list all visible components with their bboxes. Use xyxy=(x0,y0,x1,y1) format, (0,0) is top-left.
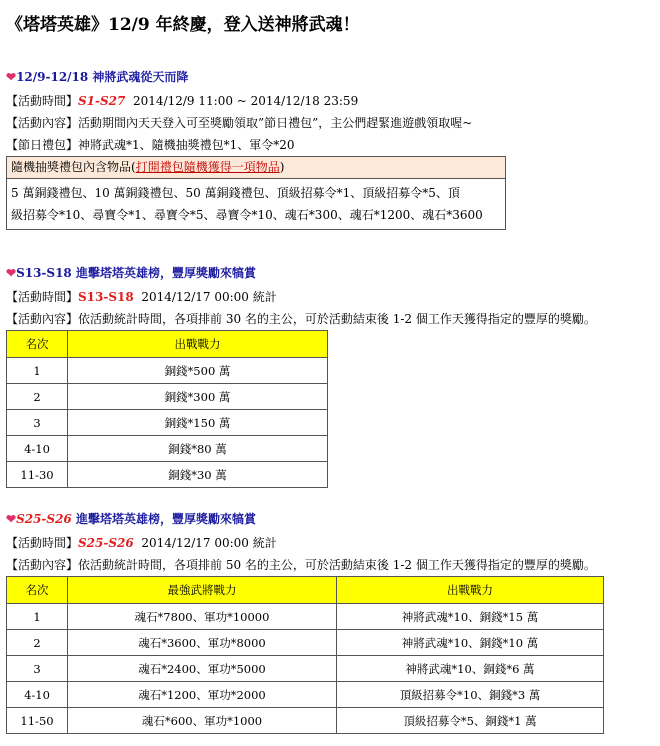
table-row: 2 魂石*3600、軍功*8000 神將武魂*10、銅錢*10 萬 xyxy=(7,630,604,656)
section-heading: ❤S13-S18 進擊塔塔英雄榜，豐厚獎勵來犒賞 xyxy=(6,266,256,280)
table-row: 2 銅錢*300 萬 xyxy=(7,384,328,410)
page-title: 《塔塔英雄》12/9 年終慶，登入送神將武魂！ xyxy=(6,15,360,35)
table-header-row xyxy=(7,577,604,604)
event-content-line: 【活動內容】依活動統計時間，各項排前 50 名的主公，可於活動結束後 1-2 個工作天獲得指定的豐厚的獎勵。 xyxy=(6,558,596,572)
event-content-line: 【活動內容】活動期間內天天登入可至獎勵領取”節日禮包”，主公們趕緊進遊戲領取喔~ xyxy=(6,116,473,130)
table-row: 4-10 銅錢*80 萬 xyxy=(7,436,328,462)
table-row: 11-30 銅錢*30 萬 xyxy=(7,462,328,488)
table-header-row xyxy=(7,331,328,358)
heart-icon: ❤ xyxy=(6,70,17,84)
section-event-1 xyxy=(6,68,506,230)
reward-table xyxy=(6,576,604,734)
reward-table xyxy=(6,330,328,488)
server-range: S1-S27 xyxy=(78,94,126,108)
section-event-3 xyxy=(6,510,604,734)
table-row: 3 銅錢*150 萬 xyxy=(7,410,328,436)
gift-contents-list: 5 萬銅錢禮包、10 萬銅錢禮包、50 萬銅錢禮包、頂級招募令*1、頂級招募令*5、頂 級招募令*10、尋寶令*1、尋寶令*5、尋寶令*10、魂石*300、魂石*1200、魂石*3600 xyxy=(11,186,483,222)
section-heading: ❤S25-S26 進擊塔塔英雄榜，豐厚獎勵來犒賞 xyxy=(6,512,256,526)
table-row: 1 魂石*7800、軍功*10000 神將武魂*10、銅錢*15 萬 xyxy=(7,604,604,630)
table-row: 4-10 魂石*1200、軍功*2000 頂級招募令*10、銅錢*3 萬 xyxy=(7,682,604,708)
heart-icon: ❤ xyxy=(6,512,17,526)
server-range: S25-S26 xyxy=(16,512,72,526)
server-range: S13-S18 xyxy=(78,290,134,304)
table-row: 1 銅錢*500 萬 xyxy=(7,358,328,384)
table-row: 3 魂石*2400、軍功*5000 神將武魂*10、銅錢*6 萬 xyxy=(7,656,604,682)
gift-contents-heading: 隨機抽獎禮包內含物品(打開禮包隨機獲得一項物品) xyxy=(7,157,505,179)
event-time-line: 【活動時間】S13-S18 2014/12/17 00:00 統計 xyxy=(6,290,277,304)
section-heading: ❤12/9-12/18 神將武魂從天而降 xyxy=(6,70,189,84)
event-time-line: 【活動時間】S25-S26 2014/12/17 00:00 統計 xyxy=(6,536,277,550)
gift-contents-box xyxy=(6,156,506,230)
column-header: 出戰戰力 xyxy=(68,331,328,358)
column-header: 名次 xyxy=(7,577,68,604)
gift-contents-note: 打開禮包隨機獲得一項物品 xyxy=(135,160,280,174)
table-row: 11-50 魂石*600、軍功*1000 頂級招募令*5、銅錢*1 萬 xyxy=(7,708,604,734)
event-content-line: 【活動內容】依活動統計時間，各項排前 30 名的主公，可於活動結束後 1-2 個工作天獲得指定的豐厚的獎勵。 xyxy=(6,312,596,326)
heart-icon: ❤ xyxy=(6,266,17,280)
column-header: 出戰戰力 xyxy=(337,577,604,604)
column-header: 名次 xyxy=(7,331,68,358)
server-range: S25-S26 xyxy=(78,536,134,550)
column-header: 最強武將戰力 xyxy=(68,577,337,604)
event-time-line: 【活動時間】S1-S27 2014/12/9 11:00 ~ 2014/12/18 23:59 xyxy=(6,94,359,108)
gift-pack-line: 【節日禮包】神將武魂*1、隨機抽獎禮包*1、軍令*20 xyxy=(6,138,295,152)
section-event-2 xyxy=(6,264,596,488)
